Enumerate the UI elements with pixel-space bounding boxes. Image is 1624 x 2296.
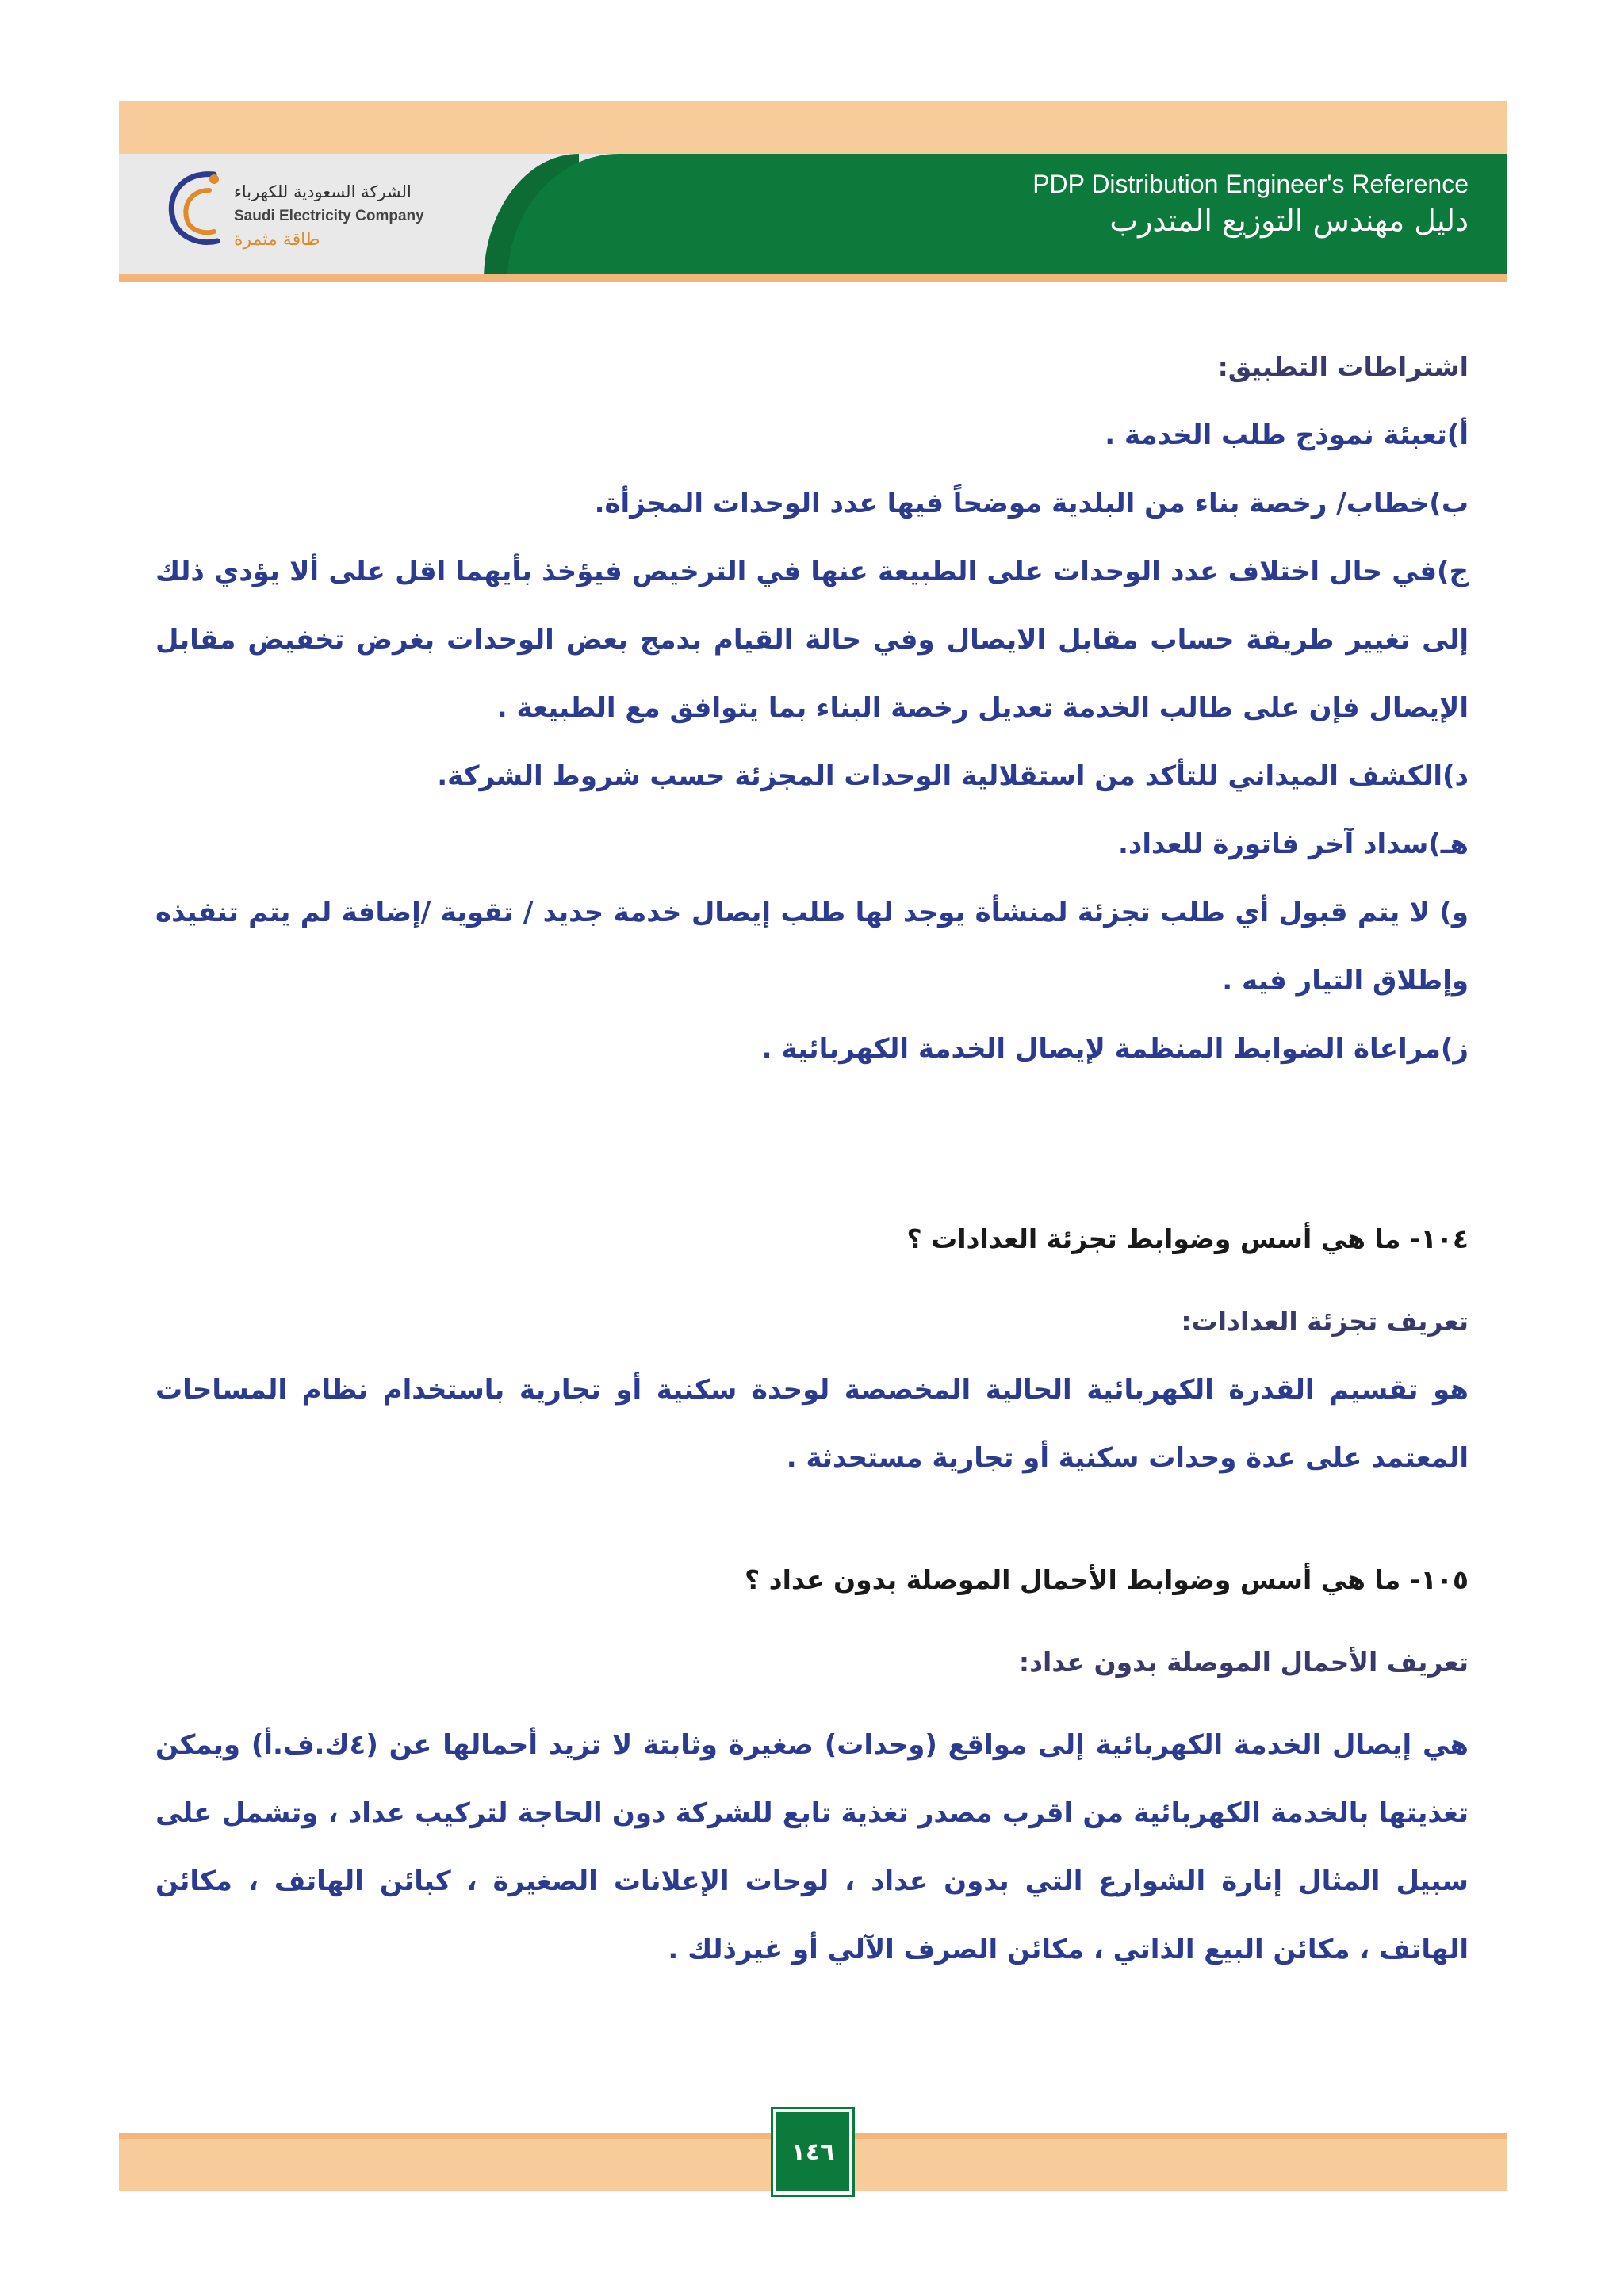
condition-item: أ)تعبئة نموذج طلب الخدمة . bbox=[1105, 419, 1469, 451]
condition-item: ز)مراعاة الضوابط المنظمة لإيصال الخدمة الكهربائية . bbox=[761, 1033, 1469, 1065]
definition-heading: تعريف الأحمال الموصلة بدون عداد: bbox=[1018, 1647, 1469, 1678]
definition-text: هو تقسيم القدرة الكهربائية الحالية المخصصة لوحدة سكنية أو تجارية باستخدام نظام المساحات المعتمد على عدة وحدات سكنية أو تجارية مستحدثة . bbox=[155, 1374, 1469, 1474]
logo-name-arabic: الشركة السعودية للكهرباء bbox=[234, 182, 412, 201]
condition-item: و) لا يتم قبول أي طلب تجزئة لمنشأة يوجد لها طلب إيصال خدمة جديد / تقوية /إضافة لم يتم تنفيذه وإطلاق التيار فيه . bbox=[155, 897, 1469, 997]
logo-name-english: Saudi Electricity Company bbox=[234, 208, 424, 224]
application-conditions-section bbox=[155, 333, 1469, 1083]
header-divider bbox=[119, 274, 1507, 282]
spacer bbox=[155, 1614, 1469, 1628]
spacer bbox=[155, 1273, 1469, 1288]
condition-item: ب)خطاب/ رخصة بناء من البلدية موضحاً فيها عدد الوحدات المجزأة. bbox=[594, 488, 1469, 519]
question-105: ١٠٥- ما هي أسس وضوابط الأحمال الموصلة بدون عداد ؟ bbox=[745, 1564, 1469, 1595]
header-title-english: PDP Distribution Engineer's Reference bbox=[1032, 170, 1469, 198]
condition-item: ج)في حال اختلاف عدد الوحدات على الطبيعة عنها في الترخيص فيؤخذ بأيهما اقل على ألا يؤدي ذلك إلى تغيير طريقة حساب مقابل الايصال وفي حالة القيام بدمج بعض الوحدات بغرض تخفيض مقابل الإيصال فإن على طالب الخدمة تعديل رخصة البناء بما يتوافق مع الطبيعة . bbox=[155, 556, 1469, 724]
sec-logo-icon bbox=[159, 163, 230, 258]
meter-splitting-section bbox=[155, 1205, 1469, 1492]
section-heading: اشتراطات التطبيق: bbox=[1217, 351, 1469, 382]
condition-item: د)الكشف الميداني للتأكد من استقلالية الوحدات المجزئة حسب شروط الشركة. bbox=[437, 760, 1469, 792]
spacer bbox=[155, 1697, 1469, 1711]
question-104: ١٠٤- ما هي أسس وضوابط تجزئة العدادات ؟ bbox=[906, 1223, 1469, 1254]
logo-tagline: طاقة مثمرة bbox=[234, 230, 320, 250]
definition-text: هي إيصال الخدمة الكهربائية إلى مواقع (وحدات) صغيرة وثابتة لا تزيد أحمالها عن (٤ك.ف.أ) ويمكن تغذيتها بالخدمة الكهربائية من اقرب مصدر تغذية تابع للشركة دون الحاجة لتركيب عداد ، وتشمل على سبيل المثال إنارة الشوارع التي بدون عداد ، لوحات الإعلانات الصغيرة ، كبائن الهاتف ، مكائن الهاتف ، مكائن البيع الذاتي ، مكائن الصرف الآلي أو غيرذلك . bbox=[155, 1729, 1469, 1965]
header-top-band bbox=[119, 101, 1507, 154]
definition-heading: تعريف تجزئة العدادات: bbox=[1181, 1306, 1469, 1337]
condition-item: هـ)سداد آخر فاتورة للعداد. bbox=[1118, 828, 1469, 860]
header-title-arabic: دليل مهندس التوزيع المتدرب bbox=[1109, 203, 1469, 238]
unmetered-loads-section bbox=[155, 1546, 1469, 1984]
page-number: ١٤٦ bbox=[773, 2109, 852, 2195]
company-logo bbox=[159, 163, 492, 265]
